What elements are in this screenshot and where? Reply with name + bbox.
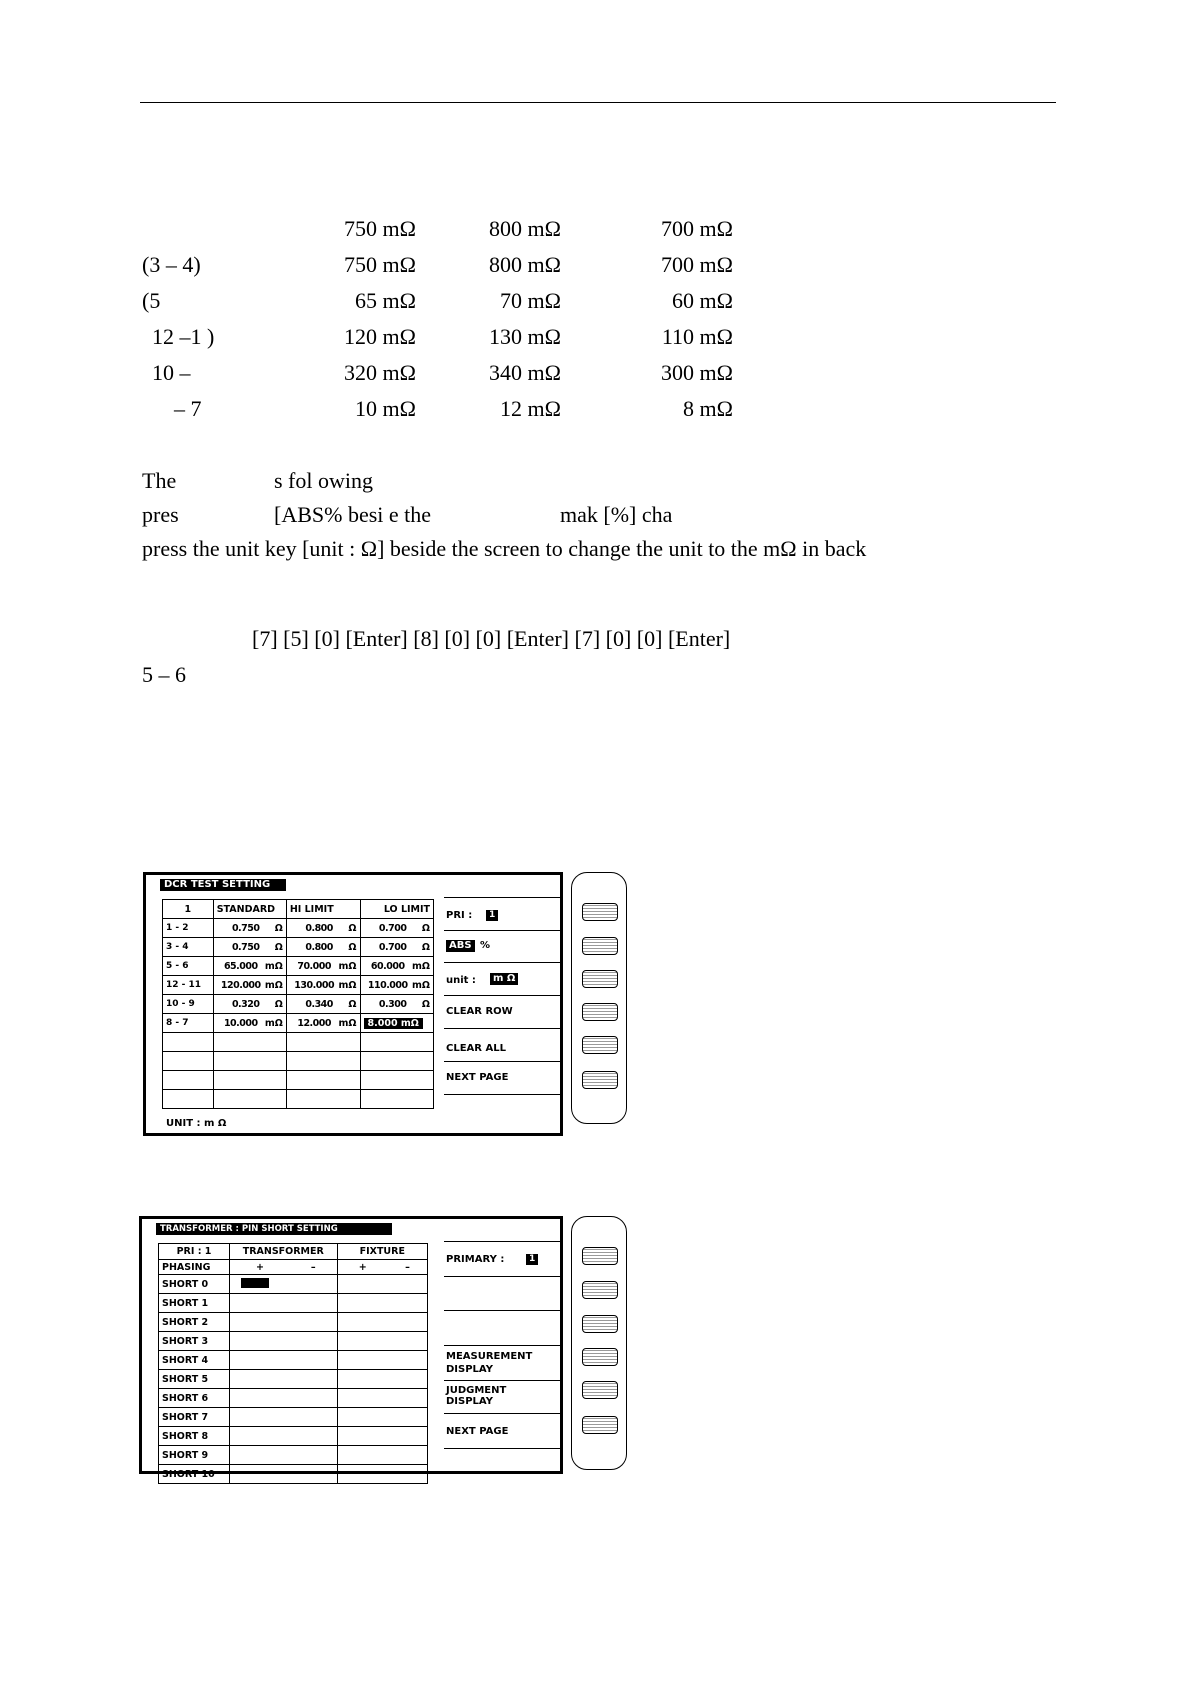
value-cell-standard: 65 mΩ — [355, 288, 416, 313]
cell-unit: Ω — [274, 922, 283, 934]
table-cell[interactable] — [286, 995, 360, 1014]
table-row — [163, 1090, 434, 1109]
cell-unit: Ω — [348, 922, 357, 934]
fixture-pins-cell[interactable] — [337, 1370, 427, 1389]
table-row — [163, 1033, 434, 1052]
cell-unit: mΩ — [264, 1017, 283, 1029]
value-cell-hi: 12 mΩ — [500, 396, 561, 421]
menu-clear-row: CLEAR ROW — [444, 996, 562, 1029]
transformer-pins-cell[interactable] — [230, 1351, 338, 1370]
cell-value: 10.000 — [223, 1017, 258, 1029]
cell-value: 0.700 — [378, 922, 407, 934]
softkey-5[interactable] — [582, 1036, 618, 1054]
value-cell-hi: 70 mΩ — [500, 288, 561, 313]
phasing-sign: – — [388, 1260, 428, 1275]
cell-value: 0.750 — [231, 941, 260, 953]
short-label: SHORT 7 — [159, 1408, 230, 1427]
table-cell[interactable]: 8 - 7 — [163, 1014, 214, 1033]
cell-value: 130.000 — [294, 979, 335, 991]
cell-value: 60.000 — [370, 960, 405, 972]
transformer-pins-cell[interactable] — [230, 1294, 338, 1313]
cell-unit: mΩ — [264, 960, 283, 972]
column-header: PRI : 1 — [159, 1244, 230, 1260]
table-cell[interactable] — [213, 1014, 286, 1033]
table-cell[interactable] — [163, 1090, 214, 1109]
table-row — [159, 1370, 428, 1389]
table-cell[interactable]: 12 - 11 — [163, 976, 214, 995]
unit-label: UNIT : m Ω — [166, 1118, 227, 1129]
fixture-pins-cell[interactable] — [337, 1351, 427, 1370]
header-rule — [140, 102, 1056, 103]
value-cell-lo: 700 mΩ — [661, 216, 733, 241]
fixture-pins-cell[interactable] — [337, 1465, 427, 1484]
value-cell-lo: 300 mΩ — [661, 360, 733, 385]
column-header: 1 — [163, 900, 214, 919]
transformer-pins-cell[interactable] — [230, 1313, 338, 1332]
table-cell[interactable] — [286, 919, 360, 938]
cell-unit: mΩ — [338, 979, 357, 991]
para-line1-b: s fol owing — [274, 468, 373, 493]
transformer-pins-cell[interactable] — [230, 1446, 338, 1465]
table-cell[interactable] — [360, 957, 434, 976]
short-label: SHORT 6 — [159, 1389, 230, 1408]
table-cell[interactable]: 5 - 6 — [163, 957, 214, 976]
table-cell[interactable]: 1 - 2 — [163, 919, 214, 938]
menu-unit: unit : m Ω — [444, 963, 562, 996]
table-row — [159, 1294, 428, 1313]
transformer-pins-cell[interactable] — [230, 1275, 338, 1294]
column-header: FIXTURE — [337, 1244, 427, 1260]
value-cell-hi: 130 mΩ — [489, 324, 561, 349]
table-row — [163, 976, 434, 995]
softkey-6[interactable] — [582, 1071, 618, 1089]
short-label: SHORT 10 — [159, 1465, 230, 1484]
phasing-sign: + — [230, 1260, 291, 1275]
transformer-pins-cell[interactable] — [230, 1465, 338, 1484]
table-cell[interactable] — [360, 995, 434, 1014]
table-cell[interactable] — [286, 1071, 360, 1090]
dcr-test-setting-screen — [143, 872, 563, 1136]
table-cell[interactable] — [360, 1033, 434, 1052]
table-cell[interactable] — [360, 919, 434, 938]
table-cell[interactable] — [213, 957, 286, 976]
menu-abs: ABS % — [444, 930, 562, 963]
key-sequence: [7] [5] [0] [Enter] [8] [0] [0] [Enter] [7] [0] [0] [Enter] — [252, 626, 731, 651]
column-header: LO LIMIT — [360, 900, 434, 919]
phasing-row — [159, 1260, 428, 1275]
pri-value: 1 — [486, 910, 498, 921]
table-cell[interactable] — [213, 1052, 286, 1071]
cell-unit: Ω — [421, 922, 430, 934]
table-row — [163, 1071, 434, 1090]
softkey-menu — [444, 897, 562, 1097]
table-cell[interactable] — [213, 1033, 286, 1052]
softkey-menu-2 — [444, 1241, 562, 1453]
softkey-2-1[interactable] — [582, 1247, 618, 1265]
value-cell-label: – 7 — [174, 396, 202, 421]
transformer-pins-cell[interactable] — [230, 1427, 338, 1446]
cell-unit: mΩ — [412, 960, 430, 972]
value-cell-lo: 60 mΩ — [672, 288, 733, 313]
table-row — [159, 1465, 428, 1484]
cell-unit: Ω — [421, 998, 430, 1010]
para-line2-c: mak [%] cha — [560, 502, 673, 527]
fixture-pins-cell[interactable] — [337, 1389, 427, 1408]
cell-value: 0.300 — [378, 998, 407, 1010]
cell-unit: mΩ — [264, 979, 283, 991]
table-cell[interactable] — [286, 1033, 360, 1052]
value-cell-standard: 120 mΩ — [344, 324, 416, 349]
cell-value: 0.750 — [231, 922, 260, 934]
pin-short-setting-screen — [139, 1216, 563, 1480]
short-label: SHORT 8 — [159, 1427, 230, 1446]
column-header: HI LIMIT — [286, 900, 360, 919]
menu-judgment-display: JUDGMENT DISPLAY — [444, 1381, 562, 1414]
softkey-2-2[interactable] — [582, 1281, 618, 1299]
para-line1-a: The — [142, 468, 177, 493]
short-label: SHORT 9 — [159, 1446, 230, 1465]
table-row — [163, 995, 434, 1014]
unit-badge: m Ω — [490, 973, 518, 985]
value-cell-lo: 700 mΩ — [661, 252, 733, 277]
menu-blank-1 — [444, 1276, 562, 1311]
para-line2-a: pres — [142, 502, 179, 527]
table-cell[interactable] — [360, 938, 434, 957]
table-row — [159, 1427, 428, 1446]
selected-value: 8.000 mΩ — [364, 1018, 423, 1029]
short-label: SHORT 0 — [159, 1275, 230, 1294]
table-cell[interactable] — [213, 976, 286, 995]
softkey-4[interactable] — [582, 1003, 618, 1021]
table-header-row — [163, 900, 434, 919]
table-cell[interactable] — [213, 1090, 286, 1109]
table-row — [163, 1014, 434, 1033]
value-cell-label: 12 –1 ) — [152, 324, 215, 349]
cell-unit: Ω — [348, 998, 357, 1010]
value-cell-label: 10 – — [152, 360, 191, 385]
cell-value: 70.000 — [297, 960, 331, 972]
table-row — [159, 1332, 428, 1351]
table-cell[interactable] — [360, 1052, 434, 1071]
value-cell-label: (5 — [142, 288, 161, 313]
table-cell[interactable] — [286, 976, 360, 995]
short-label: SHORT 1 — [159, 1294, 230, 1313]
column-header: STANDARD — [213, 900, 286, 919]
table-cell[interactable]: 3 - 4 — [163, 938, 214, 957]
menu-clear-all: CLEAR ALL — [444, 1029, 562, 1062]
table-cell[interactable] — [286, 1090, 360, 1109]
softkey-2-6[interactable] — [582, 1416, 618, 1434]
cell-value: 0.700 — [378, 941, 407, 953]
cursor-block — [241, 1278, 269, 1288]
table-cell[interactable] — [163, 1033, 214, 1052]
cell-unit: mΩ — [338, 960, 357, 972]
softkey-2[interactable] — [582, 937, 618, 955]
cell-unit: Ω — [274, 998, 283, 1010]
softkey-2-3[interactable] — [582, 1315, 618, 1333]
table-cell[interactable] — [213, 995, 286, 1014]
transformer-pins-cell[interactable] — [230, 1408, 338, 1427]
table-row — [159, 1389, 428, 1408]
table-row — [163, 957, 434, 976]
table-cell[interactable] — [163, 1052, 214, 1071]
short-label: SHORT 4 — [159, 1351, 230, 1370]
menu-pri: PRI : 1 — [444, 897, 562, 931]
table-cell[interactable] — [213, 919, 286, 938]
value-cell-lo: 110 mΩ — [661, 324, 733, 349]
cell-value: 0.340 — [305, 998, 333, 1010]
table-row — [159, 1275, 428, 1294]
cell-value: 0.320 — [231, 998, 260, 1010]
step-label: 5 – 6 — [142, 662, 186, 687]
screen-title: DCR TEST SETTING — [160, 879, 286, 891]
softkey-2-4[interactable] — [582, 1348, 618, 1366]
cell-unit: Ω — [348, 941, 357, 953]
cell-unit: mΩ — [338, 1017, 357, 1029]
cell-unit: mΩ — [412, 979, 430, 991]
fixture-pins-cell[interactable] — [337, 1313, 427, 1332]
menu-measurement-display: MEASUREMENT DISPLAY — [444, 1346, 562, 1381]
value-cell-standard: 750 mΩ — [344, 252, 416, 277]
transformer-pins-cell[interactable] — [230, 1332, 338, 1351]
short-label: SHORT 3 — [159, 1332, 230, 1351]
menu-next-page: NEXT PAGE — [444, 1062, 562, 1095]
abs-badge: ABS — [446, 940, 475, 952]
table-cell[interactable] — [360, 1090, 434, 1109]
table-cell[interactable] — [286, 957, 360, 976]
table-cell[interactable] — [360, 1014, 434, 1033]
dcr-table — [162, 899, 434, 1109]
table-cell[interactable] — [286, 938, 360, 957]
softkey-panel-2 — [571, 1216, 627, 1470]
table-row — [159, 1408, 428, 1427]
cell-value: 0.800 — [305, 941, 333, 953]
table-header-row — [159, 1244, 428, 1260]
table-cell[interactable] — [360, 976, 434, 995]
softkey-1[interactable] — [582, 903, 618, 921]
table-cell[interactable] — [213, 1071, 286, 1090]
cell-value: 120.000 — [220, 979, 261, 991]
primary-value: 1 — [526, 1254, 538, 1265]
table-cell[interactable]: 10 - 9 — [163, 995, 214, 1014]
value-cell-lo: 8 mΩ — [683, 396, 733, 421]
softkey-3[interactable] — [582, 970, 618, 988]
screen-title-2: TRANSFORMER : PIN SHORT SETTING — [156, 1223, 392, 1235]
table-row — [163, 1052, 434, 1071]
cell-value: 12.000 — [297, 1017, 331, 1029]
menu-next-page-2: NEXT PAGE — [444, 1414, 562, 1449]
value-cell-standard: 320 mΩ — [344, 360, 416, 385]
short-label: SHORT 2 — [159, 1313, 230, 1332]
table-cell[interactable] — [286, 1052, 360, 1071]
softkey-panel-1 — [571, 872, 627, 1124]
softkey-2-5[interactable] — [582, 1381, 618, 1399]
table-cell[interactable] — [213, 938, 286, 957]
menu-blank-2 — [444, 1311, 562, 1346]
cell-value: 65.000 — [223, 960, 258, 972]
menu-primary: PRIMARY : 1 — [444, 1241, 562, 1277]
cell-value: 0.800 — [305, 922, 333, 934]
cell-value: 110.000 — [367, 979, 408, 991]
fixture-pins-cell[interactable] — [337, 1294, 427, 1313]
fixture-pins-cell[interactable] — [337, 1427, 427, 1446]
column-header: TRANSFORMER — [230, 1244, 338, 1260]
table-row — [163, 919, 434, 938]
phasing-sign: + — [337, 1260, 388, 1275]
value-cell-label: (3 – 4) — [142, 252, 201, 277]
table-cell[interactable] — [286, 1014, 360, 1033]
fixture-pins-cell[interactable] — [337, 1408, 427, 1427]
short-label: SHORT 5 — [159, 1370, 230, 1389]
transformer-pins-cell[interactable] — [230, 1389, 338, 1408]
value-cell-hi: 800 mΩ — [489, 216, 561, 241]
transformer-pins-cell[interactable] — [230, 1370, 338, 1389]
para-line3: press the unit key [unit : Ω] beside the screen to change the unit to the mΩ in back — [142, 536, 867, 561]
value-cell-hi: 800 mΩ — [489, 252, 561, 277]
cell-unit: Ω — [421, 941, 430, 953]
para-line2-b: [ABS% besi e the — [274, 502, 432, 527]
cell-unit: Ω — [274, 941, 283, 953]
fixture-pins-cell[interactable] — [337, 1332, 427, 1351]
value-cell-hi: 340 mΩ — [489, 360, 561, 385]
table-cell[interactable] — [360, 1071, 434, 1090]
value-cell-standard: 750 mΩ — [344, 216, 416, 241]
short-table — [158, 1243, 428, 1484]
fixture-pins-cell[interactable] — [337, 1275, 427, 1294]
phasing-label: PHASING — [159, 1260, 230, 1275]
table-row — [159, 1351, 428, 1370]
table-row — [163, 938, 434, 957]
value-cell-standard: 10 mΩ — [355, 396, 416, 421]
phasing-sign: – — [290, 1260, 337, 1275]
table-row — [159, 1313, 428, 1332]
table-row — [159, 1446, 428, 1465]
fixture-pins-cell[interactable] — [337, 1446, 427, 1465]
table-cell[interactable] — [163, 1071, 214, 1090]
